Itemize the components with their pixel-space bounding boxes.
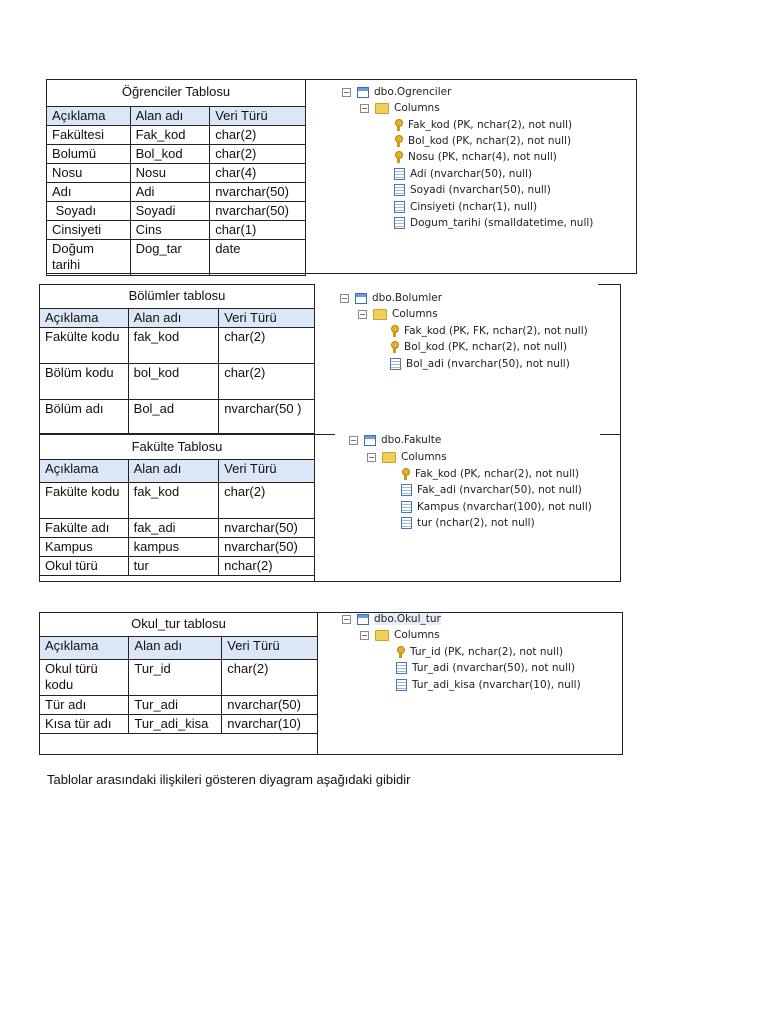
- tree-column-label: Fak_kod (PK, nchar(2), not null): [408, 119, 573, 131]
- collapse-icon[interactable]: −: [343, 87, 350, 97]
- table-row: [47, 126, 306, 145]
- table-row: [40, 328, 315, 364]
- tree-column-node[interactable]: [394, 166, 532, 182]
- tree-column-node[interactable]: [396, 644, 563, 660]
- tree-column-label: Cinsiyeti (nchar(1), null): [410, 201, 538, 213]
- cell: char(4): [210, 164, 306, 183]
- tree-table-label: dbo.Fakulte: [381, 434, 442, 446]
- cell: Adı: [47, 183, 131, 202]
- cell: Cins: [130, 221, 210, 240]
- cell: Dog_tar: [130, 240, 210, 276]
- column-header: Alan adı: [128, 309, 219, 328]
- tree-table-node[interactable]: [342, 84, 451, 100]
- tree-folder-node[interactable]: [360, 627, 440, 643]
- cell: Tur_id: [129, 660, 222, 696]
- column-header: Veri Türü: [219, 460, 315, 483]
- column-header: Veri Türü: [210, 107, 306, 126]
- cell: Okul türü: [40, 557, 129, 576]
- cell: nvarchar(50 ): [219, 400, 315, 434]
- cell: Fakültesi: [47, 126, 131, 145]
- cell: Tur_adi_kisa: [129, 715, 222, 734]
- folder-icon: [375, 630, 389, 641]
- folder-icon: [373, 309, 387, 320]
- column-icon: [396, 679, 407, 691]
- cell: nvarchar(50): [219, 519, 315, 538]
- collapse-icon[interactable]: −: [359, 309, 366, 319]
- key-icon: [394, 151, 403, 163]
- tree-column-node[interactable]: [401, 482, 582, 498]
- bolumler-table: [39, 284, 315, 434]
- cell: char(2): [219, 328, 315, 364]
- column-header: Alan adı: [129, 637, 222, 660]
- ogrenciler-table: [46, 79, 306, 276]
- tree-column-node[interactable]: [394, 133, 571, 149]
- tree-table-label: dbo.Bolumler: [372, 292, 443, 304]
- tree-folder-node[interactable]: [358, 306, 438, 322]
- cell: Okul türü kodu: [40, 660, 129, 696]
- collapse-icon[interactable]: −: [368, 452, 375, 462]
- column-icon: [401, 517, 412, 529]
- tree-folder-label: Columns: [392, 308, 438, 320]
- column-header: Veri Türü: [219, 309, 315, 328]
- tree-column-label: tur (nchar(2), not null): [417, 517, 535, 529]
- column-header: Açıklama: [47, 107, 131, 126]
- cell: fak_kod: [128, 483, 219, 519]
- table-row: [40, 557, 315, 576]
- block-mid-line: [600, 434, 621, 435]
- cell: Bolumü: [47, 145, 131, 164]
- cell: Bol_ad: [128, 400, 219, 434]
- column-header: Açıklama: [40, 460, 129, 483]
- cell: Bölüm kodu: [40, 364, 129, 400]
- tree-column-node[interactable]: [394, 215, 593, 231]
- key-icon: [394, 135, 403, 147]
- cell: fak_kod: [128, 328, 219, 364]
- table-row: [47, 145, 306, 164]
- okul-tur-table: [39, 612, 318, 734]
- cell: Nosu: [130, 164, 210, 183]
- cell: Soyadi: [130, 202, 210, 221]
- table-row: [40, 483, 315, 519]
- table-row: [40, 696, 318, 715]
- tree-folder-label: Columns: [394, 629, 440, 641]
- table-caption: Öğrenciler Tablosu: [47, 80, 306, 107]
- cell: Kısa tür adı: [40, 715, 129, 734]
- cell: Tur_adi: [129, 696, 222, 715]
- table-row: [47, 221, 306, 240]
- tree-column-node[interactable]: [390, 339, 567, 355]
- table-icon: [364, 435, 376, 446]
- cell: nvarchar(50): [222, 696, 318, 715]
- key-icon: [394, 119, 403, 131]
- column-icon: [394, 168, 405, 180]
- cell: Kampus: [40, 538, 129, 557]
- tree-column-node[interactable]: [394, 182, 551, 198]
- column-header: Alan adı: [128, 460, 219, 483]
- tree-column-label: Fak_kod (PK, nchar(2), not null): [415, 468, 580, 480]
- block-top-line: [598, 284, 621, 285]
- tree-column-label: Nosu (PK, nchar(4), not null): [408, 151, 557, 163]
- column-header: Açıklama: [40, 637, 129, 660]
- tree-column-node[interactable]: [390, 356, 570, 372]
- cell: Tür adı: [40, 696, 129, 715]
- tree-column-label: Tur_id (PK, nchar(2), not null): [410, 646, 564, 658]
- tree-folder-label: Columns: [394, 102, 440, 114]
- key-icon: [396, 646, 405, 658]
- table-row: [40, 400, 315, 434]
- tree-column-node[interactable]: [401, 466, 579, 482]
- folder-icon: [375, 103, 389, 114]
- table-icon: [357, 614, 369, 625]
- cell: char(2): [210, 126, 306, 145]
- key-icon: [401, 468, 410, 480]
- table-row: [40, 660, 318, 696]
- tree-folder-node[interactable]: [367, 449, 447, 465]
- table-row: [40, 364, 315, 400]
- table-row: [47, 183, 306, 202]
- tree-column-node[interactable]: [394, 117, 572, 133]
- tree-column-node[interactable]: [401, 515, 535, 531]
- table-icon: [355, 293, 367, 304]
- cell: nvarchar(50): [219, 538, 315, 557]
- cell: kampus: [128, 538, 219, 557]
- table-caption: Okul_tur tablosu: [40, 612, 318, 637]
- collapse-icon[interactable]: −: [361, 630, 368, 640]
- column-icon: [401, 484, 412, 496]
- cell: char(2): [222, 660, 318, 696]
- table-row: [47, 240, 306, 276]
- cell: Fak_kod: [130, 126, 210, 145]
- cell: Nosu: [47, 164, 131, 183]
- cell: char(2): [219, 483, 315, 519]
- tree-column-node[interactable]: [390, 323, 588, 339]
- key-icon: [390, 325, 399, 337]
- tree-column-node[interactable]: [396, 660, 575, 676]
- tree-table-node[interactable]: [349, 432, 441, 448]
- cell: Bölüm adı: [40, 400, 129, 434]
- column-icon: [394, 184, 405, 196]
- tree-column-label: Tur_adi_kisa (nvarchar(10), null): [412, 679, 581, 691]
- collapse-icon[interactable]: −: [350, 435, 357, 445]
- cell: bol_kod: [128, 364, 219, 400]
- tree-table-node[interactable]: [342, 611, 441, 627]
- tree-folder-label: Columns: [401, 451, 447, 463]
- tree-column-label: Fak_kod (PK, FK, nchar(2), not null): [404, 325, 588, 337]
- tree-column-label: Dogum_tarihi (smalldatetime, null): [410, 217, 594, 229]
- tree-column-label: Bol_kod (PK, nchar(2), not null): [404, 341, 568, 353]
- column-header: Veri Türü: [222, 637, 318, 660]
- fakulte-table: [39, 435, 315, 576]
- cell: fak_adi: [128, 519, 219, 538]
- cell: Doğum tarihi: [47, 240, 131, 276]
- tree-column-label: Bol_adi (nvarchar(50), not null): [406, 358, 570, 370]
- table-caption: Bölümler tablosu: [40, 284, 315, 309]
- cell: Adi: [130, 183, 210, 202]
- tree-column-label: Adi (nvarchar(50), null): [410, 168, 533, 180]
- table-row: [47, 202, 306, 221]
- cell: Cinsiyeti: [47, 221, 131, 240]
- column-header: Açıklama: [40, 309, 129, 328]
- table-row: [40, 538, 315, 557]
- diagram-intro-text: Tablolar arasındaki ilişkileri gösteren diyagram aşağıdaki gibidir: [47, 772, 411, 787]
- tree-folder-node[interactable]: [360, 100, 440, 116]
- cell: tur: [128, 557, 219, 576]
- column-header: Alan adı: [130, 107, 210, 126]
- tree-column-node[interactable]: [394, 199, 537, 215]
- cell: char(2): [210, 145, 306, 164]
- cell: Fakülte adı: [40, 519, 129, 538]
- cell: char(1): [210, 221, 306, 240]
- table-row: [40, 715, 318, 734]
- cell: Bol_kod: [130, 145, 210, 164]
- cell: Fakülte kodu: [40, 483, 129, 519]
- cell: Soyadı: [47, 202, 131, 221]
- cell: char(2): [219, 364, 315, 400]
- tree-column-node[interactable]: [394, 149, 557, 165]
- tree-column-label: Kampus (nvarchar(100), not null): [417, 501, 592, 513]
- tree-column-label: Bol_kod (PK, nchar(2), not null): [408, 135, 572, 147]
- key-icon: [390, 341, 399, 353]
- collapse-icon[interactable]: −: [343, 614, 350, 624]
- tree-column-label: Fak_adi (nvarchar(50), not null): [417, 484, 582, 496]
- column-icon: [394, 201, 405, 213]
- tree-column-label: Soyadi (nvarchar(50), null): [410, 184, 551, 196]
- column-icon: [401, 501, 412, 513]
- cell: Fakülte kodu: [40, 328, 129, 364]
- cell: nvarchar(50): [210, 183, 306, 202]
- table-row: [47, 164, 306, 183]
- table-caption: Fakülte Tablosu: [40, 435, 315, 460]
- cell: date: [210, 240, 306, 276]
- tree-table-label: dbo.Ogrenciler: [374, 86, 452, 98]
- cell: nchar(2): [219, 557, 315, 576]
- tree-table-label: dbo.Okul_tur: [374, 613, 441, 625]
- table-icon: [357, 87, 369, 98]
- column-icon: [390, 358, 401, 370]
- column-icon: [394, 217, 405, 229]
- column-icon: [396, 662, 407, 674]
- tree-table-node[interactable]: [340, 290, 442, 306]
- collapse-icon[interactable]: −: [341, 293, 348, 303]
- tree-column-node[interactable]: [396, 677, 581, 693]
- tree-column-node[interactable]: [401, 499, 592, 515]
- tree-column-label: Tur_adi (nvarchar(50), not null): [412, 662, 576, 674]
- cell: nvarchar(50): [210, 202, 306, 221]
- collapse-icon[interactable]: −: [361, 103, 368, 113]
- table-row: [40, 519, 315, 538]
- cell: nvarchar(10): [222, 715, 318, 734]
- folder-icon: [382, 452, 396, 463]
